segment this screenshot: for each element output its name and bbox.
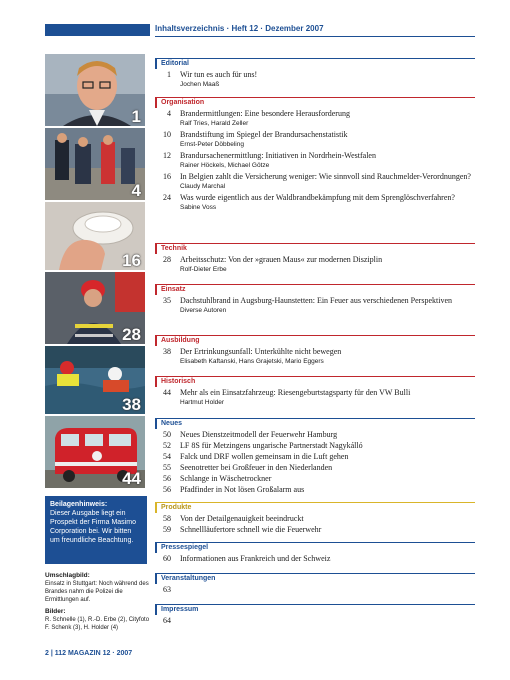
entry-author: Rainer Höckels, Michael Götze xyxy=(180,162,270,169)
entry-title: In Belgien zahlt die Versicherung weniger: Wie sinnvoll sind Rauchmelder-Verordnungen? xyxy=(180,172,471,181)
toc-entry[interactable] xyxy=(155,172,475,192)
toc-entry[interactable] xyxy=(155,616,475,626)
section-label: Produkte xyxy=(155,502,475,513)
entry-page: 10 xyxy=(163,130,171,139)
toc-entry[interactable] xyxy=(155,441,475,451)
entry-title: Arbeitsschutz: Von der »grauen Maus« zur modernen Disziplin xyxy=(180,255,383,264)
section-neues xyxy=(155,418,475,495)
section-ausbildung xyxy=(155,335,475,367)
toc-entry[interactable] xyxy=(155,255,475,275)
entry-page: 1 xyxy=(167,70,171,79)
toc-entry[interactable] xyxy=(155,388,475,408)
entry-page: 59 xyxy=(163,525,171,534)
section-historisch xyxy=(155,376,475,408)
entry-page: 38 xyxy=(163,347,171,356)
notice-heading: Beilagenhinweis: xyxy=(50,501,108,508)
entry-page: 28 xyxy=(163,255,171,264)
thumbnail-vw-bulli-photo xyxy=(45,416,145,488)
thumbnail-smoke-detector-photo xyxy=(45,202,145,270)
page-title: Inhaltsverzeichnis · Heft 12 · Dezember 2007 xyxy=(155,24,324,33)
section-label: Impressum xyxy=(155,604,475,615)
entry-author: Sabine Voss xyxy=(180,204,217,211)
entry-title: Brandstiftung im Spiegel der Brandursachenstatistik xyxy=(180,130,348,139)
toc-entry[interactable] xyxy=(155,347,475,367)
entry-page: 35 xyxy=(163,296,171,305)
section-label: Einsatz xyxy=(155,284,475,295)
toc-entry[interactable] xyxy=(155,554,475,564)
entry-title: Falck und DRF wollen gemeinsam in die Luft gehen xyxy=(180,452,349,461)
header-rule xyxy=(155,36,475,37)
thumbnail-investigators-photo xyxy=(45,128,145,200)
toc-entry[interactable] xyxy=(155,525,475,535)
images-text: R. Schnelle (1), R.-D. Erbe (2), Cityfoto F. Schenk (3), H. Holder (4) xyxy=(45,617,150,631)
entry-page: 63 xyxy=(163,585,171,594)
toc-entry[interactable] xyxy=(155,514,475,524)
entry-author: Ralf Tries, Harald Zeller xyxy=(180,120,249,127)
section-label: Historisch xyxy=(155,376,475,387)
thumbnail-page-number: 28 xyxy=(122,325,141,344)
section-label: Neues xyxy=(155,418,475,429)
entry-page: 4 xyxy=(167,109,171,118)
entry-page: 60 xyxy=(163,554,171,563)
image-credits xyxy=(45,572,150,632)
section-label: Editorial xyxy=(155,58,475,69)
page-footer: 2 | 112 MAGAZIN 12 · 2007 xyxy=(45,650,133,657)
section-editorial xyxy=(155,58,475,90)
section-veranstaltungen xyxy=(155,573,475,595)
entry-title: Informationen aus Frankreich und der Schweiz xyxy=(180,554,331,563)
entry-title: Mehr als ein Einsatzfahrzeug: Riesengeburtstagsparty für den VW Bulli xyxy=(180,388,411,397)
entry-author: Claudy Marchal xyxy=(180,183,226,190)
section-label: Veranstaltungen xyxy=(155,573,475,584)
section-einsatz xyxy=(155,284,475,316)
entry-page: 52 xyxy=(163,441,171,450)
toc-entry[interactable] xyxy=(155,296,475,316)
thumbnail-page-number: 1 xyxy=(131,107,141,126)
entry-page: 16 xyxy=(163,172,171,181)
section-impressum xyxy=(155,604,475,626)
toc-entry[interactable] xyxy=(155,452,475,462)
section-label: Pressespiegel xyxy=(155,542,475,553)
thumbnail-page-number: 38 xyxy=(122,395,141,414)
thumbnail-firefighter-photo xyxy=(45,272,145,344)
entry-title: Seenotretter bei Großfeuer in den Niederlanden xyxy=(180,463,333,472)
toc-entry[interactable] xyxy=(155,430,475,440)
thumbnail-page-number: 4 xyxy=(131,181,141,200)
entry-page: 55 xyxy=(163,463,171,472)
entry-author: Elisabeth Kaftanski, Hans Grajetski, Mario Eggers xyxy=(180,358,324,365)
entry-page: 24 xyxy=(163,193,171,202)
entry-page: 56 xyxy=(163,485,171,494)
entry-page: 12 xyxy=(163,151,171,160)
entry-author: Diverse Autoren xyxy=(180,307,227,314)
notice-text: Dieser Ausgabe liegt ein Prospekt der Firma Masimo Corporation bei. Wir bitten um freundliche Beachtung. xyxy=(50,510,136,544)
thumbnail-page-number: 44 xyxy=(122,469,141,488)
entry-page: 64 xyxy=(163,616,171,625)
toc-entry[interactable] xyxy=(155,485,475,495)
entry-page: 50 xyxy=(163,430,171,439)
entry-page: 54 xyxy=(163,452,171,461)
section-organisation xyxy=(155,97,475,213)
thumbnail-page-number: 16 xyxy=(122,251,141,270)
insert-notice xyxy=(45,496,147,564)
entry-title: Schlange in Wäschetrockner xyxy=(180,474,272,483)
entry-page: 58 xyxy=(163,514,171,523)
entry-title: Was wurde eigentlich aus der Waldbrandbekämpfung mit dem Sprenglöschverfahren? xyxy=(180,193,455,202)
entry-title: Wir tun es auch für uns! xyxy=(180,70,258,79)
toc-entry[interactable] xyxy=(155,151,475,171)
section-label: Technik xyxy=(155,243,475,254)
thumbnail-editorial-portrait xyxy=(45,54,145,126)
entry-author: Rolf-Dieter Erbe xyxy=(180,266,227,273)
cover-text: Einsatz in Stuttgart: Noch während des Brandes nahm die Polizei die Ermittlungen auf. xyxy=(45,581,149,603)
toc-entry[interactable] xyxy=(155,474,475,484)
entry-title: Schnellläufertore schnell wie die Feuerwehr xyxy=(180,525,322,534)
section-technik xyxy=(155,243,475,275)
entry-author: Jochen Maaß xyxy=(180,81,220,88)
entry-title: LF 8S für Metzingens ungarische Partnerstadt Nagykálló xyxy=(180,441,363,450)
toc-entry[interactable] xyxy=(155,193,475,213)
toc-entry[interactable] xyxy=(155,70,475,90)
cover-heading: Umschlagbild: xyxy=(45,572,90,579)
toc-entry[interactable] xyxy=(155,109,475,129)
entry-page: 44 xyxy=(163,388,171,397)
entry-page: 56 xyxy=(163,474,171,483)
entry-title: Dachstuhlbrand in Augsburg-Haunstetten: Ein Feuer aus verschiedenen Perspektiven xyxy=(180,296,453,305)
entry-title: Brandermittlungen: Eine besondere Herausforderung xyxy=(180,109,350,118)
header-color-bar xyxy=(45,24,150,36)
entry-title: Pfadfinder in Not lösen Großalarm aus xyxy=(180,485,305,494)
entry-title: Von der Detailgenauigkeit beeindruckt xyxy=(180,514,304,523)
section-label: Ausbildung xyxy=(155,335,475,346)
entry-title: Brandursachenermittlung: Initiativen in Nordrhein-Westfalen xyxy=(180,151,376,160)
entry-author: Ernst-Peter Döbbeling xyxy=(180,141,244,148)
section-pressespiegel xyxy=(155,542,475,564)
entry-title: Der Ertrinkungsunfall: Unterkühlte nicht bewegen xyxy=(180,347,342,356)
thumbnail-water-rescue-photo xyxy=(45,346,145,414)
toc-entry[interactable] xyxy=(155,130,475,150)
images-heading: Bilder: xyxy=(45,608,66,615)
section-produkte xyxy=(155,502,475,535)
entry-title: Neues Dienstzeitmodell der Feuerwehr Hamburg xyxy=(180,430,338,439)
toc-entry[interactable] xyxy=(155,463,475,473)
section-label: Organisation xyxy=(155,97,475,108)
entry-author: Hartmut Holder xyxy=(180,399,225,406)
toc-entry[interactable] xyxy=(155,585,475,595)
